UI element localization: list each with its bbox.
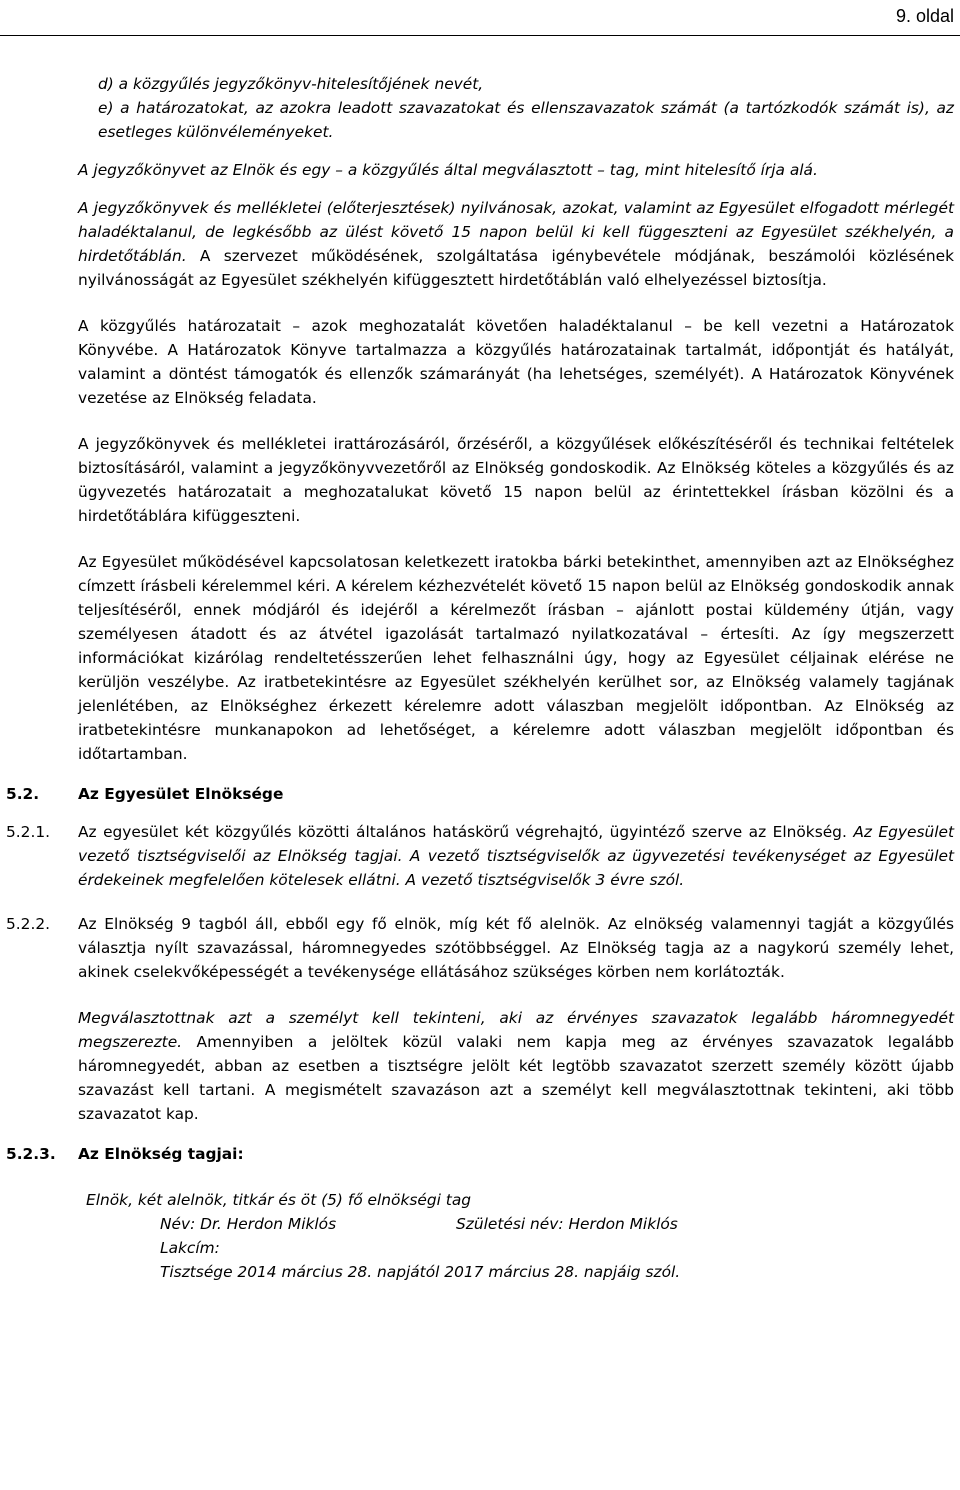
item-5-2-1-italic: Az Egyesület vezető tisztségviselői az Elnökség tagjai. A vezető tisztségviselők az ügyvezetési tevékenységet az Egyesület érdekeinek megfelelően kötelesek ellátni. A vezető tisztségviselők 3 évre szól. bbox=[78, 823, 955, 889]
members-block bbox=[78, 1188, 954, 1284]
member-address: Lakcím: bbox=[160, 1239, 220, 1257]
paragraph-election-normal: Amennyiben a jelöltek közül valaki nem kapja meg az érvényes szavazatok legalább háromnegyedét, abban az esetben a tisztségre jelölt két legtöbb szavazatot szerzett személy között újabb szavazást kell tartani. A megismételt szavazáson azt a személyt kell megválasztottnak tekinteni, aki több szavazatot kap. bbox=[78, 1033, 954, 1123]
paragraph-election-italic: Megválasztottnak azt a személyt kell tekinteni, aki az érvényes szavazatok legalább háromnegyedét megszerezte. bbox=[78, 1009, 954, 1051]
item-5-2-2-text: Az Elnökség 9 tagból áll, ebből egy fő elnök, míg két fő alelnök. Az elnökség valamennyi tagját a közgyűlés választja nyílt szavazással, háromnegyedes szótöbbséggel. Az Elnökség tagja az a nagykorú személy lehet, akinek cselekvőképességét a tevékenysége ellátásához szükséges körben nem korlátozták. bbox=[78, 915, 954, 981]
member-name: Név: Dr. Herdon Miklós bbox=[160, 1215, 337, 1233]
section-title: Az Elnökség tagjai: bbox=[78, 1145, 244, 1163]
paragraph-archiving: A jegyzőkönyvek és mellékletei irattározásáról, őrzéséről, a közgyűlések előkészítéséről és technikai feltételek biztosításáról, valamint a jegyzőkönyvvezetőről az Elnökség gondoskodik. Az Elnökség köteles a közgyűlés és az ügyvezetés határozatait a meghozatalukat követő 15 napon belül az érintettekkel írásban közölni és a hirdetőtáblára kifüggeszteni. bbox=[78, 435, 954, 525]
paragraph-access: Az Egyesület működésével kapcsolatosan keletkezett iratokba bárki betekinthet, amennyiben azt az Elnökséghez címzett írásbeli kérelemmel kéri. A kérelem kézhezvételét követő 15 napon belül az Elnökség gondoskodik annak teljesítéséről, ennek módjáról és idejéről a kérelmezőt írásban – ajánlott postai küldemény útján, vagy személyesen átadott és az átvétel igazolását tartalmazó nyilatkozatával – értesíti. Az így megszerzett információkat kizárólag rendeltetésszerűen lehet felhasználni úgy, hogy az Egyesület céljainak elérése ne kerüljön veszélybe. Az iratbetekintésre az Egyesület székhelyén kerülhet sor, az Elnökség valamely tagjának jelenlétében, az Elnökséghez érkezett kérelemre adott válaszban megjelölt időpontban. Az Elnökség az iratbetekintésre munkanapokon ad lehetőséget, a kérelemre adott válaszban megjelölt időpontban és időtartamban. bbox=[78, 553, 954, 763]
paragraph-signing: A jegyzőkönyvet az Elnök és egy – a közgyűlés által megválasztott – tag, mint hitelesítő írja alá. bbox=[78, 161, 818, 179]
section-title: Az Egyesület Elnöksége bbox=[78, 785, 284, 803]
item-number: 5.2.2. bbox=[6, 915, 51, 933]
header-rule bbox=[0, 35, 960, 36]
section-number: 5.2.3. bbox=[6, 1145, 56, 1163]
item-5-2-1 bbox=[6, 820, 955, 892]
section-heading-5-2-3 bbox=[6, 1142, 954, 1166]
paragraph-publicity-normal: A szervezet működésének, szolgáltatása igénybevétele módjának, beszámolói közlésének nyilvánosságát az Egyesület székhelyén kifüggesztett hirdetőtáblán való elhelyezéssel biztosítja. bbox=[78, 247, 954, 289]
document-body bbox=[6, 72, 955, 1284]
paragraph-publicity bbox=[78, 196, 954, 292]
item-5-2-1-normal: Az egyesület két közgyűlés közötti általános hatáskörű végrehajtó, ügyintéző szerve az Elnökség. bbox=[78, 823, 854, 841]
section-heading-5-2 bbox=[6, 782, 954, 806]
list-item: e) a határozatokat, az azokra leadott szavazatokat és ellenszavazatok számát (a tartózkodók számát is), az esetleges különvéleményeket. bbox=[98, 99, 954, 141]
member-term: Tisztsége 2014 március 28. napjától 2017 március 28. napjáig szól. bbox=[160, 1263, 681, 1281]
page-number: 9. oldal bbox=[895, 6, 954, 26]
list-item: d) a közgyűlés jegyzőkönyv-hitelesítőjének nevét, bbox=[98, 75, 484, 93]
item-5-2-2 bbox=[6, 912, 954, 984]
item-number: 5.2.1. bbox=[6, 823, 51, 841]
member-birth-name: Születési név: Herdon Miklós bbox=[456, 1215, 678, 1233]
paragraph-resolutions: A közgyűlés határozatait – azok meghozatalát követően haladéktalanul – be kell vezetni a Határozatok Könyvébe. A Határozatok Könyve tartalmazza a közgyűlés határozatainak tartalmát, időpontját és hatályát, valamint a döntést támogatók és ellenzők számarányát (ha lehetséges, személyét). A Határozatok Könyvének vezetése az Elnökség feladata. bbox=[78, 317, 954, 407]
paragraph-election bbox=[78, 1006, 954, 1126]
members-intro: Elnök, két alelnök, titkár és öt (5) fő elnökségi tag bbox=[86, 1191, 472, 1209]
paragraph-publicity-italic: A jegyzőkönyvek és mellékletei (előterjesztések) nyilvánosak, azokat, valamint az Egyesület elfogadott mérlegét haladéktalanul, de legkésőbb az ülést követő 15 napon belül ki kell függeszteni az Egyesület székhelyén, a hirdetőtáblán. bbox=[78, 199, 954, 265]
section-number: 5.2. bbox=[6, 785, 40, 803]
member-name-row bbox=[86, 1212, 954, 1236]
